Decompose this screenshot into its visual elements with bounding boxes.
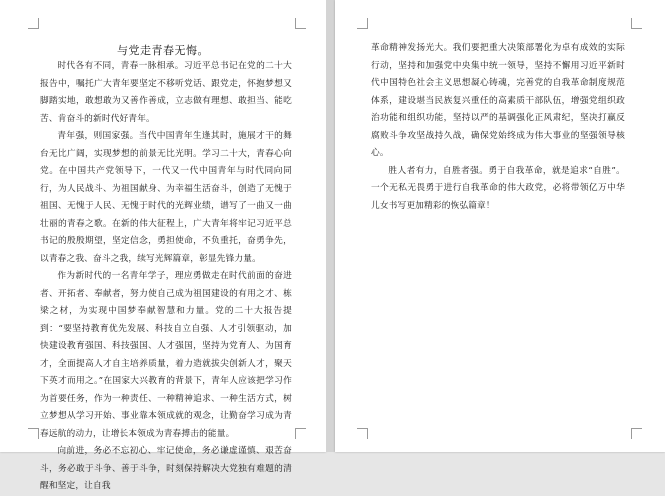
margin-mark-top-right [295,18,306,29]
document-title[interactable]: 与党走青春无悔。 [117,44,209,57]
margin-mark-bottom-left [28,428,39,439]
document-page-right [335,0,665,452]
paragraph-3[interactable]: 作为新时代的一名青年学子，理应勇做走在时代前面的奋进者、开拓者、奉献者，努力使自己成为祖国建设的有用之才、栋梁之材，为实现中国梦奉献智慧和力量。党的二十大报告提到：“要坚持教育优先发展、科技自立自强、人才引领驱动，加快建设教育强国、科技强国、人才强国，坚持为党育人、为国育才，全面提高人才自主培养质量，着力造就拔尖创新人才，聚天下英才而用之。”在国家大兴教育的背景下，青年人应该把学习作为首要任务，作为一种责任、一种精神追求、一种生活方式，树立梦想从学习开始、事业靠本领成就的观念，让勤奋学习成为青春远航的动力，让增长本领成为青春搏击的能量。 [40,271,292,439]
paragraph-1[interactable]: 时代各有不同，青春一脉相承。习近平总书记在党的二十大报告中，嘱托广大青年要坚定不移听党话、跟党走，怀抱梦想又脚踏实地，敢想敢为又善作善成，立志做有理想、敢担当、能吃苦、肯奋斗的新时代好青年。 [40,61,292,124]
margin-mark-top-left [357,18,368,29]
page-separator [326,0,335,452]
margin-mark-top-right [631,18,642,29]
margin-mark-top-left [28,18,39,29]
margin-mark-bottom-right [295,428,306,439]
margin-mark-bottom-right [631,428,642,439]
margin-mark-bottom-left [357,428,368,439]
paragraph-5[interactable]: 革命精神发扬光大。我们要把重大决策部署化为卓有成效的实际行动，坚持和加强党中央集中统一领导，坚持不懈用习近平新时代中国特色社会主义思想凝心铸魂，完善党的自我革命制度规范体系，建设堪当民族复兴重任的高素质干部队伍，增强党组织政治功能和组织功能，坚持以严的基调强化正风肃纪，坚决打赢反腐败斗争攻坚战持久战，确保党始终成为伟大事业的坚强领导核心。 [371,43,625,158]
paragraph-2[interactable]: 青年强，则国家强。当代中国青年生逢其时，施展才干的舞台无比广阔，实现梦想的前景无比光明。学习二十大，青春心向党。在中国共产党领导下，一代又一代中国青年与时代同向同行，为人民战斗、为祖国献身、为幸福生活奋斗，创造了无愧于祖国、无愧于人民、无愧于时代的光辉业绩，谱写了一曲又一曲壮丽的青春之歌。在新的伟大征程上，广大青年将牢记习近平总书记的殷殷期望，坚定信念，勇担使命，不负重托，奋勇争先，以青春之我、奋斗之我，续写光辉篇章，彰显先锋力量。 [40,131,292,264]
document-page-left [0,0,326,491]
page-right-body[interactable] [371,40,625,215]
paragraph-6[interactable]: 胜人者有力，自胜者强。勇于自我革命，就是追求“自胜”。一个无私无畏勇于进行自我革命的伟大政党，必将带领亿万中华儿女书写更加精彩的恢弘篇章！ [371,165,625,211]
paragraph-4[interactable]: 向前进，务必不忘初心、牢记使命，务必谦虚谨慎、艰苦奋斗，务必敢于斗争、善于斗争，时刻保持解决大党独有难题的清醒和坚定，让自我 [40,446,292,491]
page-left-body[interactable] [40,58,292,496]
